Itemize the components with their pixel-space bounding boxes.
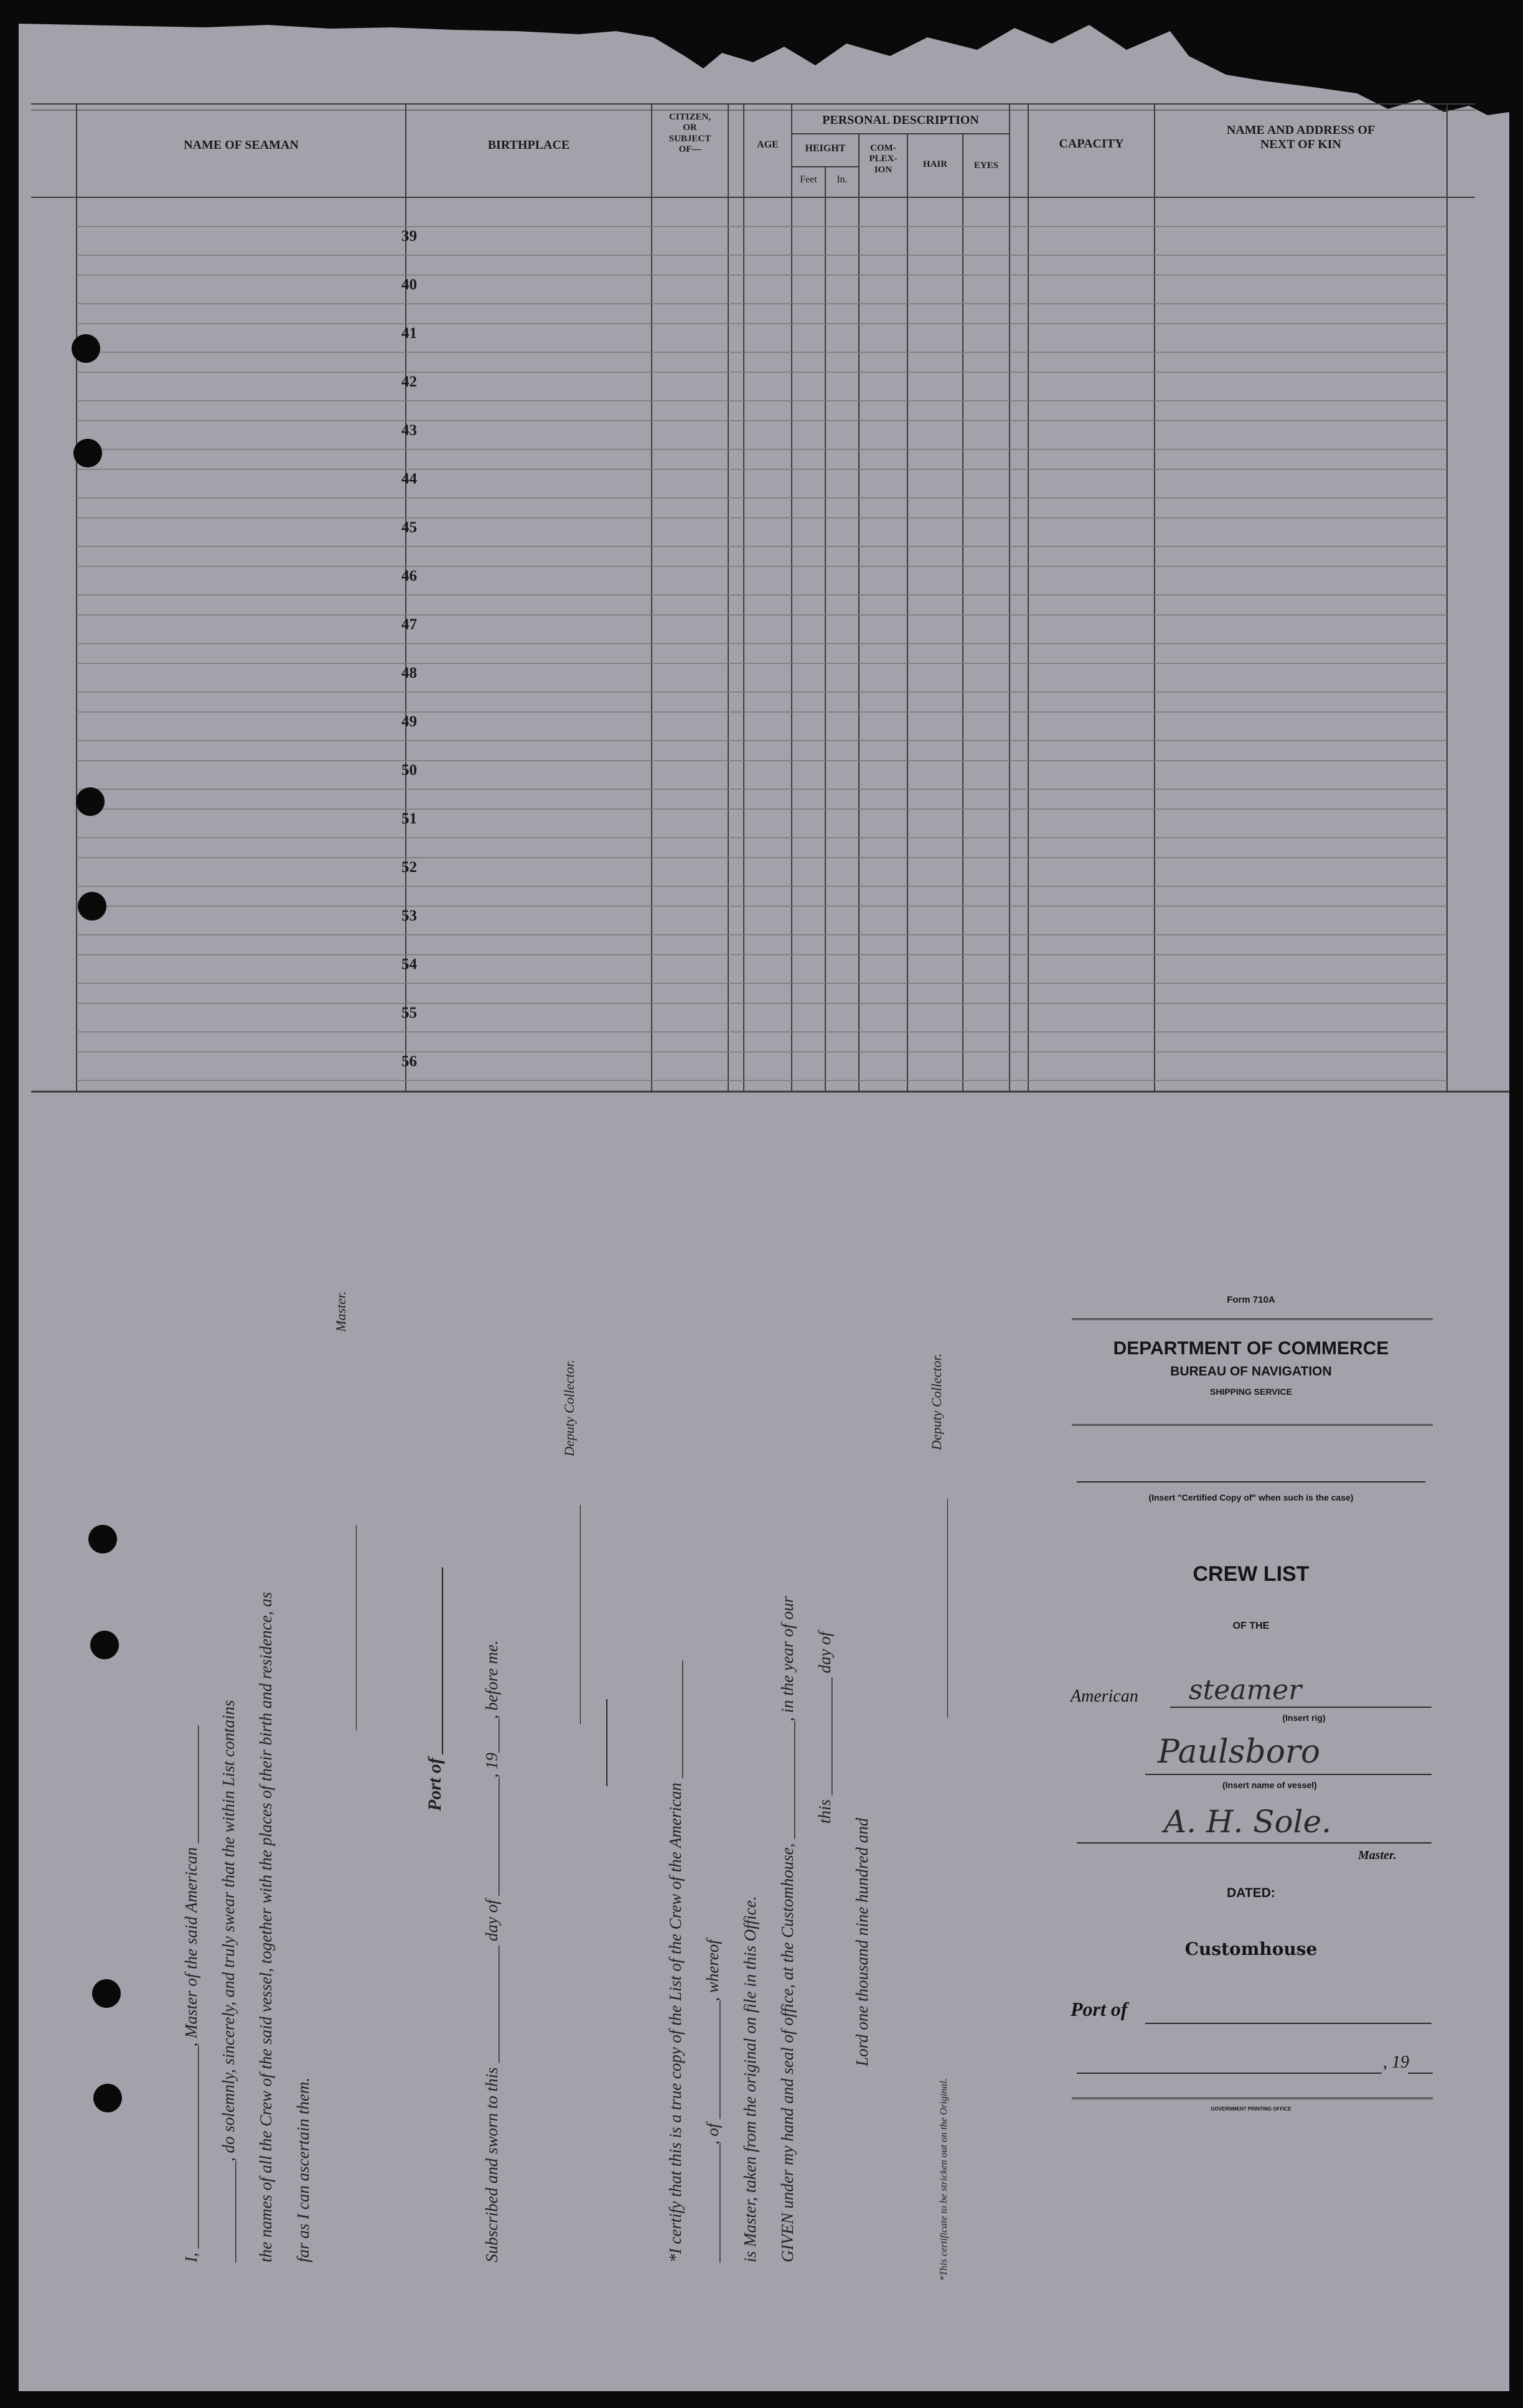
cover-rule-bottom <box>1072 2097 1433 2099</box>
row-number: 52 <box>401 859 417 876</box>
header-feet: Feet <box>800 174 817 185</box>
row-number: 49 <box>401 713 417 730</box>
header-name-of-seaman: NAME OF SEAMAN <box>184 138 299 152</box>
master-line <box>1077 1842 1432 1843</box>
oath-line-1: I, ________________________, Master of the said American ______________ <box>182 1725 200 2262</box>
certificate-line-4: GIVEN under my hand and seal of office, at the Customhouse, ______________, in the year of our <box>778 1596 797 2262</box>
oath-line-2: ____________, do solemnly, sincerely, and truly swear that the within List contains <box>219 1700 238 2262</box>
customhouse-label: Customhouse <box>1184 1939 1318 1959</box>
certificate-footnote: *This certificate to be stricken out on the Original. <box>939 2078 949 2281</box>
header-birthplace: BIRTHPLACE <box>487 138 570 152</box>
master-handwritten: A. H. Sole. <box>1164 1804 1332 1840</box>
header-complexion: COM- PLEX- ION <box>869 143 897 175</box>
vessel-handwritten: Paulsboro <box>1158 1733 1321 1771</box>
row-number: 46 <box>401 568 417 584</box>
row-number: 42 <box>401 373 417 390</box>
row-number: 54 <box>401 956 417 973</box>
header-capacity: CAPACITY <box>1059 137 1124 151</box>
oath-master-line: ______________________________ <box>342 1525 358 1730</box>
vessel-line <box>1145 1774 1432 1775</box>
oath-subscribed: Subscribed and sworn to this ______________ day of ______________, 19____, before me. <box>482 1640 501 2262</box>
oath-deputy-line: ________________________________ <box>566 1505 582 1724</box>
punch-hole <box>90 1631 119 1659</box>
port-line <box>1145 2023 1432 2024</box>
dated-label: DATED: <box>1227 1886 1275 1900</box>
row-number: 39 <box>401 228 417 245</box>
punch-hole <box>78 892 106 921</box>
header-inches: In. <box>836 174 848 185</box>
of-the-label: OF THE <box>1232 1621 1270 1631</box>
certified-copy-line <box>1077 1481 1425 1483</box>
row-number: 48 <box>401 665 417 682</box>
certificate-line-2: ______________, of ______________, whereof <box>703 1939 722 2262</box>
cover-rule-mid <box>1072 1424 1433 1426</box>
oath-deputy-collector: Deputy Collector. <box>561 1359 577 1456</box>
header-citizen: CITIZEN, OR SUBJECT OF— <box>668 112 711 154</box>
header-next-of-kin: NAME AND ADDRESS OF NEXT OF KIN <box>1226 123 1375 151</box>
certificate-line-5: this ______________ day of <box>815 1631 834 1824</box>
row-number: 44 <box>401 471 417 487</box>
row-number: 56 <box>401 1053 417 1070</box>
divider-mark <box>606 1699 607 1786</box>
date-line <box>1077 2073 1382 2074</box>
punch-hole <box>93 2084 122 2112</box>
document-page <box>19 19 1509 2391</box>
bureau-title: BUREAU OF NAVIGATION <box>1170 1364 1332 1379</box>
header-height: HEIGHT <box>805 143 846 154</box>
punch-hole <box>73 439 102 467</box>
certificate-line-3: is Master, taken from the original on file in this Office. <box>741 1896 759 2262</box>
row-number: 55 <box>401 1005 417 1021</box>
punch-hole <box>88 1525 117 1553</box>
row-number: 50 <box>401 762 417 779</box>
american-label: American <box>1071 1687 1138 1706</box>
printer-imprint: GOVERNMENT PRINTING OFFICE <box>1211 2106 1291 2112</box>
insert-rig-note: (Insert rig) <box>1282 1713 1326 1723</box>
punch-hole <box>72 334 100 363</box>
master-label: Master. <box>1358 1848 1397 1862</box>
oath-port: Port of ____________________ <box>424 1566 445 1811</box>
rig-handwritten: steamer <box>1189 1674 1302 1706</box>
oath-master-label: Master. <box>333 1291 349 1332</box>
crew-table-grid <box>19 19 1509 1102</box>
cover-rule-top <box>1072 1318 1433 1320</box>
certificate-line-6: Lord one thousand nine hundred and <box>853 1817 871 2066</box>
insert-vessel-note: (Insert name of vessel) <box>1222 1780 1317 1790</box>
row-number: 41 <box>401 325 417 342</box>
certificate-deputy-collector: Deputy Collector. <box>929 1353 944 1450</box>
certificate-deputy-line: ________________________________ <box>934 1499 949 1718</box>
header-personal-description: PERSONAL DESCRIPTION <box>822 113 979 127</box>
year-line <box>1408 2073 1433 2074</box>
service-title: SHIPPING SERVICE <box>1209 1387 1292 1397</box>
certificate-line-1: *I certify that this is a true copy of the List of the Crew of the American ______________ <box>666 1661 685 2262</box>
rig-line <box>1170 1707 1432 1708</box>
row-number: 43 <box>401 422 417 439</box>
header-eyes: EYES <box>973 161 999 171</box>
oath-line-3: the names of all the Crew of the said vessel, together with the places of their birth and residence, as <box>256 1591 275 2262</box>
port-of-label: Port of <box>1071 1998 1128 2020</box>
punch-hole <box>76 787 105 816</box>
form-number: Form 710A <box>1227 1295 1275 1305</box>
oath-line-4: far as I can ascertain them. <box>294 2078 312 2262</box>
row-number: 53 <box>401 907 417 924</box>
header-age: AGE <box>757 139 779 150</box>
row-number: 47 <box>401 616 417 633</box>
department-title: DEPARTMENT OF COMMERCE <box>1113 1338 1389 1359</box>
punch-hole <box>92 1979 121 2008</box>
year-prefix: , 19 <box>1383 2053 1409 2072</box>
row-number: 51 <box>401 810 417 827</box>
insert-certified-note: (Insert "Certified Copy of" when such is the case) <box>1148 1492 1354 1502</box>
crew-list-title: CREW LIST <box>1193 1562 1310 1586</box>
row-number: 45 <box>401 519 417 536</box>
header-hair: HAIR <box>922 159 948 169</box>
row-number: 40 <box>401 276 417 293</box>
